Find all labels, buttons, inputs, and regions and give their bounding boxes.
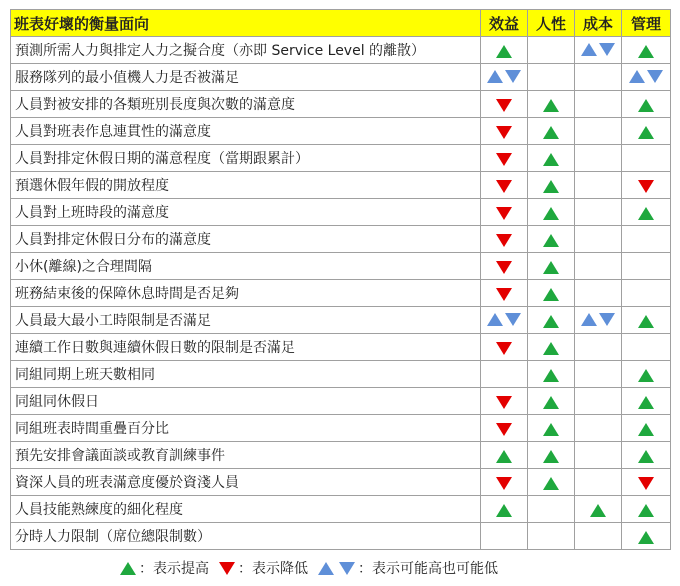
cell-cost bbox=[575, 523, 622, 550]
cell-humanity bbox=[528, 226, 575, 253]
row-label: 小休(離線)之合理間隔 bbox=[11, 253, 481, 280]
cell-management bbox=[622, 388, 671, 415]
table-row bbox=[11, 442, 671, 469]
row-label: 預選休假年假的開放程度 bbox=[11, 172, 481, 199]
up-arrow-icon bbox=[543, 369, 559, 382]
up-down-arrows-icon bbox=[487, 70, 521, 83]
row-label: 班務結束後的保障休息時間是否足夠 bbox=[11, 280, 481, 307]
cell-humanity bbox=[528, 469, 575, 496]
row-label: 人員最大最小工時限制是否滿足 bbox=[11, 307, 481, 334]
row-label: 預測所需人力與排定人力之擬合度（亦即 Service Level 的離散） bbox=[11, 37, 481, 64]
up-arrow-icon bbox=[590, 504, 606, 517]
cell-benefit bbox=[481, 64, 528, 91]
up-arrow-icon bbox=[543, 126, 559, 139]
table-row bbox=[11, 361, 671, 388]
cell-cost bbox=[575, 280, 622, 307]
down-arrow-icon bbox=[219, 562, 235, 575]
cell-management bbox=[622, 496, 671, 523]
up-arrow-icon bbox=[638, 504, 654, 517]
cell-management bbox=[622, 145, 671, 172]
header-cost: 成本 bbox=[575, 10, 622, 37]
cell-cost bbox=[575, 253, 622, 280]
up-arrow-icon bbox=[638, 531, 654, 544]
row-label: 預先安排會議面談或教育訓練事件 bbox=[11, 442, 481, 469]
row-label: 同組同休假日 bbox=[11, 388, 481, 415]
table-row bbox=[11, 91, 671, 118]
up-arrow-icon bbox=[543, 450, 559, 463]
cell-humanity bbox=[528, 280, 575, 307]
cell-humanity bbox=[528, 442, 575, 469]
down-arrow-icon bbox=[496, 207, 512, 220]
cell-cost bbox=[575, 64, 622, 91]
header-humanity: 人性 bbox=[528, 10, 575, 37]
table-row bbox=[11, 172, 671, 199]
down-arrow-icon bbox=[496, 99, 512, 112]
up-down-arrows-icon bbox=[581, 43, 615, 56]
cell-cost bbox=[575, 199, 622, 226]
row-label: 人員對排定休假日分布的滿意度 bbox=[11, 226, 481, 253]
row-label: 人員技能熟練度的細化程度 bbox=[11, 496, 481, 523]
up-down-arrows-icon bbox=[581, 313, 615, 326]
table-row bbox=[11, 307, 671, 334]
row-label: 服務隊列的最小值機人力是否被滿足 bbox=[11, 64, 481, 91]
up-arrow-icon bbox=[496, 45, 512, 58]
cell-cost bbox=[575, 334, 622, 361]
table-row bbox=[11, 280, 671, 307]
up-arrow-icon bbox=[638, 369, 654, 382]
cell-benefit bbox=[481, 37, 528, 64]
up-arrow-icon bbox=[543, 477, 559, 490]
cell-management bbox=[622, 37, 671, 64]
cell-cost bbox=[575, 226, 622, 253]
cell-benefit bbox=[481, 172, 528, 199]
cell-cost bbox=[575, 91, 622, 118]
row-label: 人員對被安排的各類班別長度與次數的滿意度 bbox=[11, 91, 481, 118]
cell-management bbox=[622, 280, 671, 307]
cell-humanity bbox=[528, 361, 575, 388]
up-down-arrows-icon bbox=[318, 562, 358, 575]
down-arrow-icon bbox=[496, 234, 512, 247]
cell-management bbox=[622, 118, 671, 145]
cell-humanity bbox=[528, 253, 575, 280]
up-arrow-icon bbox=[638, 396, 654, 409]
cell-management bbox=[622, 415, 671, 442]
cell-management bbox=[622, 361, 671, 388]
cell-cost bbox=[575, 118, 622, 145]
table-row bbox=[11, 64, 671, 91]
cell-cost bbox=[575, 361, 622, 388]
up-arrow-icon bbox=[543, 99, 559, 112]
cell-benefit bbox=[481, 442, 528, 469]
up-arrow-icon bbox=[638, 45, 654, 58]
legend-both bbox=[318, 558, 498, 578]
cell-benefit bbox=[481, 226, 528, 253]
cell-management bbox=[622, 253, 671, 280]
row-label: 資深人員的班表滿意度優於資淺人員 bbox=[11, 469, 481, 496]
cell-humanity bbox=[528, 118, 575, 145]
cell-cost bbox=[575, 415, 622, 442]
cell-management bbox=[622, 226, 671, 253]
legend bbox=[120, 558, 508, 578]
cell-management bbox=[622, 91, 671, 118]
cell-benefit bbox=[481, 523, 528, 550]
down-arrow-icon bbox=[638, 477, 654, 490]
table-row bbox=[11, 334, 671, 361]
header-row bbox=[11, 10, 671, 37]
legend-up bbox=[120, 558, 209, 578]
cell-humanity bbox=[528, 334, 575, 361]
row-label: 同組同期上班天數相同 bbox=[11, 361, 481, 388]
cell-benefit bbox=[481, 334, 528, 361]
cell-cost bbox=[575, 37, 622, 64]
up-arrow-icon bbox=[543, 315, 559, 328]
up-arrow-icon bbox=[543, 153, 559, 166]
legend-both-label: ：表示可能高也可能低 bbox=[358, 561, 498, 577]
table-row bbox=[11, 199, 671, 226]
cell-humanity bbox=[528, 388, 575, 415]
cell-cost bbox=[575, 307, 622, 334]
table-row bbox=[11, 37, 671, 64]
cell-benefit bbox=[481, 91, 528, 118]
cell-humanity bbox=[528, 415, 575, 442]
cell-benefit bbox=[481, 469, 528, 496]
legend-down bbox=[219, 558, 308, 578]
cell-humanity bbox=[528, 496, 575, 523]
table-body bbox=[11, 37, 671, 550]
up-arrow-icon bbox=[543, 396, 559, 409]
up-arrow-icon bbox=[543, 180, 559, 193]
cell-benefit bbox=[481, 145, 528, 172]
cell-humanity bbox=[528, 145, 575, 172]
up-arrow-icon bbox=[496, 450, 512, 463]
table-row bbox=[11, 469, 671, 496]
row-label: 人員對上班時段的滿意度 bbox=[11, 199, 481, 226]
cell-benefit bbox=[481, 280, 528, 307]
cell-benefit bbox=[481, 253, 528, 280]
down-arrow-icon bbox=[496, 396, 512, 409]
cell-management bbox=[622, 307, 671, 334]
cell-benefit bbox=[481, 415, 528, 442]
legend-down-label: ：表示降低 bbox=[238, 561, 308, 577]
table-row bbox=[11, 415, 671, 442]
up-arrow-icon bbox=[543, 261, 559, 274]
cell-humanity bbox=[528, 172, 575, 199]
cell-management bbox=[622, 199, 671, 226]
up-arrow-icon bbox=[638, 315, 654, 328]
down-arrow-icon bbox=[496, 342, 512, 355]
up-arrow-icon bbox=[638, 126, 654, 139]
cell-cost bbox=[575, 388, 622, 415]
down-arrow-icon bbox=[496, 423, 512, 436]
up-arrow-icon bbox=[543, 288, 559, 301]
up-down-arrows-icon bbox=[629, 70, 663, 83]
table-row bbox=[11, 496, 671, 523]
header-dimension: 班表好壞的衡量面向 bbox=[11, 10, 481, 37]
cell-cost bbox=[575, 496, 622, 523]
up-arrow-icon bbox=[543, 423, 559, 436]
up-down-arrows-icon bbox=[487, 313, 521, 326]
down-arrow-icon bbox=[496, 261, 512, 274]
up-arrow-icon bbox=[543, 207, 559, 220]
down-arrow-icon bbox=[496, 288, 512, 301]
cell-benefit bbox=[481, 307, 528, 334]
cell-cost bbox=[575, 442, 622, 469]
cell-management bbox=[622, 334, 671, 361]
header-management: 管理 bbox=[622, 10, 671, 37]
cell-cost bbox=[575, 469, 622, 496]
header-benefit: 效益 bbox=[481, 10, 528, 37]
down-arrow-icon bbox=[496, 126, 512, 139]
evaluation-table bbox=[10, 9, 671, 550]
row-label: 同組班表時間重疊百分比 bbox=[11, 415, 481, 442]
cell-humanity bbox=[528, 307, 575, 334]
cell-management bbox=[622, 523, 671, 550]
down-arrow-icon bbox=[496, 153, 512, 166]
up-arrow-icon bbox=[638, 207, 654, 220]
cell-cost bbox=[575, 145, 622, 172]
up-arrow-icon bbox=[543, 234, 559, 247]
table-row bbox=[11, 523, 671, 550]
cell-cost bbox=[575, 172, 622, 199]
up-arrow-icon bbox=[638, 99, 654, 112]
down-arrow-icon bbox=[496, 180, 512, 193]
up-arrow-icon bbox=[120, 562, 136, 575]
table-row bbox=[11, 253, 671, 280]
cell-humanity bbox=[528, 64, 575, 91]
cell-humanity bbox=[528, 37, 575, 64]
up-arrow-icon bbox=[638, 423, 654, 436]
table-row bbox=[11, 118, 671, 145]
cell-benefit bbox=[481, 118, 528, 145]
row-label: 人員對班表作息連貫性的滿意度 bbox=[11, 118, 481, 145]
up-arrow-icon bbox=[638, 450, 654, 463]
table-row bbox=[11, 226, 671, 253]
cell-management bbox=[622, 469, 671, 496]
cell-humanity bbox=[528, 199, 575, 226]
up-arrow-icon bbox=[543, 342, 559, 355]
cell-benefit bbox=[481, 388, 528, 415]
cell-humanity bbox=[528, 523, 575, 550]
up-arrow-icon bbox=[496, 504, 512, 517]
cell-benefit bbox=[481, 361, 528, 388]
table-row bbox=[11, 145, 671, 172]
row-label: 分時人力限制（席位總限制數） bbox=[11, 523, 481, 550]
cell-humanity bbox=[528, 91, 575, 118]
down-arrow-icon bbox=[496, 477, 512, 490]
row-label: 人員對排定休假日期的滿意程度（當期跟累計） bbox=[11, 145, 481, 172]
row-label: 連續工作日數與連續休假日數的限制是否滿足 bbox=[11, 334, 481, 361]
cell-benefit bbox=[481, 496, 528, 523]
table-row bbox=[11, 388, 671, 415]
down-arrow-icon bbox=[638, 180, 654, 193]
cell-benefit bbox=[481, 199, 528, 226]
cell-management bbox=[622, 442, 671, 469]
legend-up-label: ：表示提高 bbox=[139, 561, 209, 577]
cell-management bbox=[622, 172, 671, 199]
cell-management bbox=[622, 64, 671, 91]
